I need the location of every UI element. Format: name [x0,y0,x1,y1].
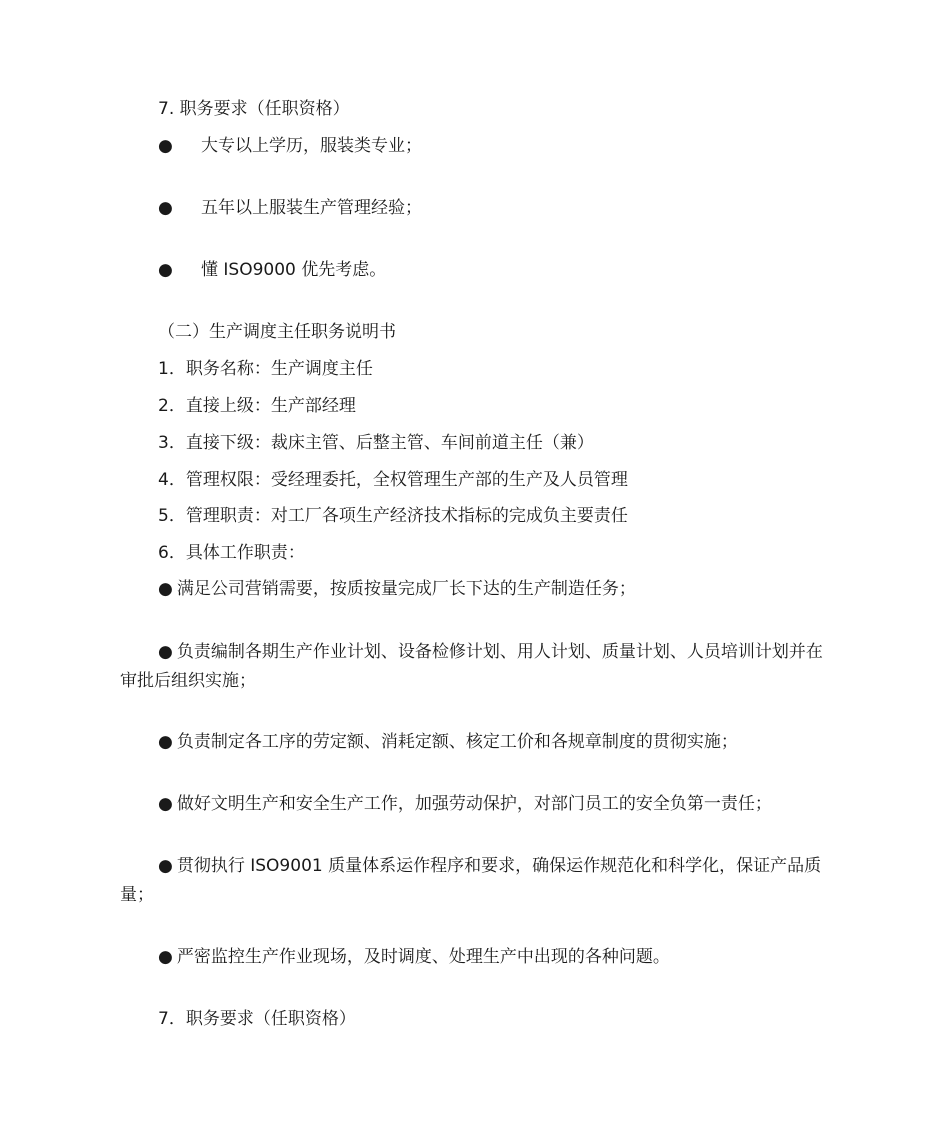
requirement-text: 大专以上学历，服装类专业； [201,136,422,156]
bullet-icon: ● [158,732,173,752]
bullet-icon: ● [158,579,173,599]
bullet-icon: ● [158,198,173,218]
requirement-text: 五年以上服装生产管理经验； [201,198,422,218]
duty-item [120,638,832,696]
duty-text: 满足公司营销需要，按质按量完成厂长下达的生产制造任务； [176,579,636,599]
requirement-item [158,132,422,160]
section-title: （二）生产调度主任职务说明书 [158,322,396,342]
bullet-icon: ● [158,642,173,662]
duty-text: 负责制定各工序的劳定额、消耗定额、核定工价和各规章制度的贯彻实施； [176,732,738,752]
duty-text: 做好文明生产和安全生产工作，加强劳动保护，对部门员工的安全负第一责任； [176,794,772,814]
field-authority: 4．管理权限：受经理委托，全权管理生产部的生产及人员管理 [158,470,628,490]
bullet-icon: ● [158,260,173,280]
bullet-icon: ● [158,794,173,814]
field-direct-subordinates: 3．直接下级：裁床主管、后整主管、车间前道主任（兼） [158,433,594,453]
field-job-title: 1．职务名称：生产调度主任 [158,359,373,379]
field-direct-superior: 2．直接上级：生产部经理 [158,396,356,416]
duty-item [120,943,832,972]
field-responsibility: 5．管理职责：对工厂各项生产经济技术指标的完成负主要责任 [158,506,628,526]
requirement-item [158,194,422,222]
bullet-icon: ● [158,947,173,967]
requirement-item [158,256,386,284]
bullet-icon: ● [158,856,173,876]
duty-item [120,728,832,757]
requirements-heading-1: 7. 职务要求（任职资格） [158,99,350,119]
bullet-icon: ● [158,136,173,156]
field-duties-heading: 6．具体工作职责： [158,543,305,563]
duty-text: 严密监控生产作业现场，及时调度、处理生产中出现的各种问题。 [176,947,670,967]
requirement-text: 懂 ISO9000 优先考虑。 [201,260,387,280]
duty-item [120,790,832,819]
requirements-heading-2: 7．职务要求（任职资格） [158,1009,356,1029]
duty-text: 负责编制各期生产作业计划、设备检修计划、用人计划、质量计划、人员培训计划并在审批后组织实施； [120,642,823,691]
duty-item [120,852,832,910]
duty-item [120,575,832,604]
duty-text: 贯彻执行 ISO9001 质量体系运作程序和要求，确保运作规范化和科学化，保证产品质量； [120,856,822,905]
